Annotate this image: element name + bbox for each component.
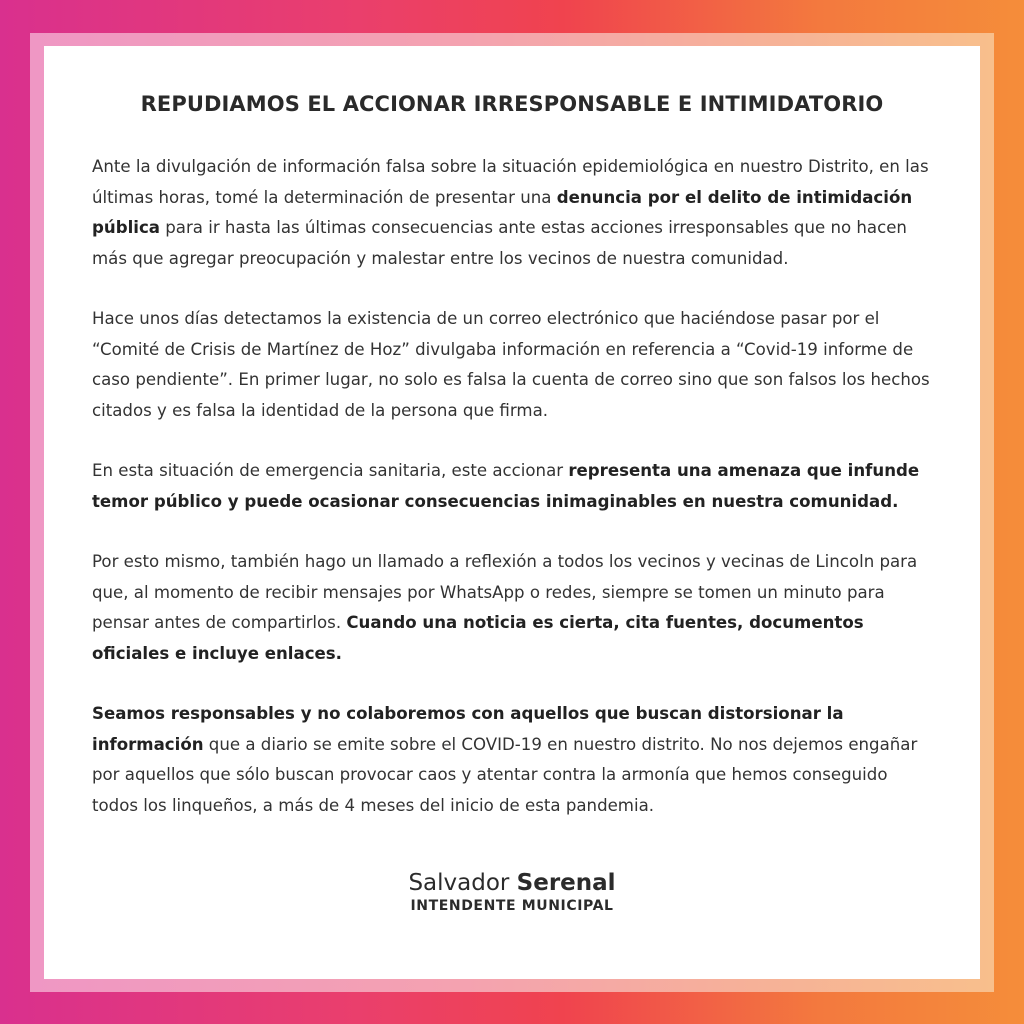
paragraph-3-bold: representa una amenaza que infunde temor público y puede ocasionar consecuencias inimaginables en nuestra comunidad. — [92, 461, 920, 511]
signature-block — [92, 869, 932, 914]
paragraph-3 — [92, 456, 932, 517]
signatory-name — [92, 869, 932, 897]
document-title: REPUDIAMOS EL ACCIONAR IRRESPONSABLE E INTIMIDATORIO — [140, 92, 884, 116]
paragraph-5-text: que a diario se emite sobre el COVID-19 en nuestro distrito. No nos dejemos engañar por aquellos que sólo buscan provocar caos y atentar contra la armonía que hemos conseguido todos los linqueños, a más de 4 meses del inicio de esta pandemia. — [92, 734, 918, 815]
paragraph-4 — [92, 547, 932, 669]
signatory-role: INTENDENTE MUNICIPAL — [410, 898, 614, 914]
paragraph-5-bold: Seamos responsables y no colaboremos con aquellos que buscan distorsionar la información — [92, 704, 844, 754]
paragraph-4-text: Por esto mismo, también hago un llamado a reflexión a todos los vecinos y vecinas de Lincoln para que, al momento de recibir mensajes por WhatsApp o redes, siempre se tomen un minuto para pensar antes de compartirlos. — [92, 552, 918, 632]
paragraph-4-bold: Cuando una noticia es cierta, cita fuentes, documentos oficiales e incluye enlaces. — [92, 613, 864, 663]
paragraph-5 — [92, 699, 932, 821]
signatory-last-name: Serenal — [516, 870, 616, 896]
statement-card — [44, 46, 980, 979]
paragraph-1 — [92, 152, 932, 274]
paragraph-2-text: Hace unos días detectamos la existencia de un correo electrónico que haciéndose pasar por el “Comité de Crisis de Martínez de Hoz” divulgaba información en referencia a “Covid-19 informe de caso pendiente”. En primer lugar, no solo es falsa la cuenta de correo sino que son falsos los hechos citados y es falsa la identidad de la persona que firma. — [92, 309, 930, 420]
paragraph-1-text-a: Ante la divulgación de información falsa sobre la situación epidemiológica en nuestro Distrito, en las últimas horas, tomé la determinación de presentar una — [92, 157, 929, 207]
signatory-first-name: Salvador — [408, 870, 510, 896]
paragraph-2 — [92, 304, 932, 426]
paragraph-3-text: En esta situación de emergencia sanitaria, este accionar — [92, 461, 569, 480]
paragraph-1-bold: denuncia por el delito de intimidación pública — [92, 187, 913, 237]
paragraph-1-text-b: para ir hasta las últimas consecuencias ante estas acciones irresponsables que no hacen más que agregar preocupación y malestar entre los vecinos de nuestra comunidad. — [92, 218, 907, 268]
